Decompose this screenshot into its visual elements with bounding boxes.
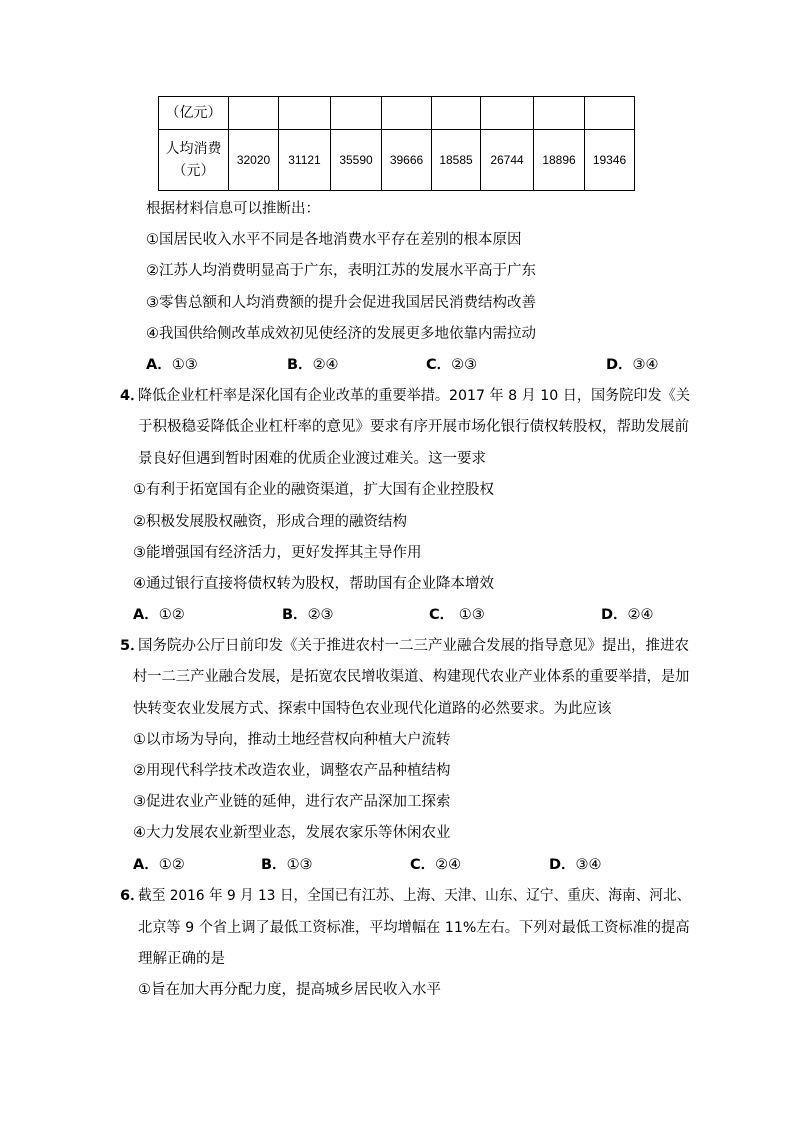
q5-item-4: ④大力发展农业新型业态，发展农家乐等休闲农业 [133,825,451,841]
table-row [159,97,635,130]
q3-option-a[interactable] [146,355,198,375]
option-text: ①③ [286,857,313,873]
q4-item-2: ②积极发展股权融资，形成合理的融资结构 [133,514,407,530]
q4-option-b[interactable] [282,605,334,625]
q5-option-c[interactable] [410,855,461,875]
q5-option-b[interactable] [261,855,313,875]
q5-stem-line-1: 国务院办公厅日前印发《关于推进农村一二三产业融合发展的指导意见》提出，推进农 [138,638,689,654]
option-letter: A． [133,857,159,873]
q4-item-1: ①有利于拓宽国有企业的融资渠道，扩大国有企业控股权 [133,482,494,498]
option-letter: C． [410,857,436,873]
table-cell: 18585 [432,130,481,191]
table-cell [382,97,432,130]
q5-stem-line-2: 村一二三产业融合发展，是拓宽农民增收渠道、构建现代农业产业体系的重要举措，是加 [133,669,690,685]
q3-item-1: ①国居民收入水平不同是各地消费水平存在差别的根本原因 [146,232,522,248]
q3-option-c[interactable] [426,355,477,375]
q3-option-d[interactable] [606,355,659,375]
q4-option-a[interactable] [133,605,185,625]
row-label-line-2: （元） [172,163,215,179]
table-cell [585,97,635,130]
table-cell: 18896 [534,130,585,191]
option-letter: D． [606,357,633,373]
table-cell [534,97,585,130]
option-letter: C． [426,357,452,373]
option-letter: A． [146,357,172,373]
q3-stem: 根据材料信息可以推断出： [146,201,320,217]
q4-stem-line-2: 于积极稳妥降低企业杠杆率的意见》要求有序开展市场化银行债权转股权，帮助发展前 [138,419,689,435]
option-letter: B． [282,607,308,623]
table-cell [331,97,382,130]
option-text: ②③ [451,357,478,373]
option-letter: D． [601,607,628,623]
option-letter: C． [429,607,455,623]
q5-option-d[interactable] [549,855,602,875]
q6-number: 6． [120,888,145,904]
option-text: ①② [158,857,185,873]
row-label-line-1: 人均消费 [165,141,222,157]
row-unit-label: （亿元） [159,97,229,130]
option-text: ②④ [312,357,339,373]
option-text: ①② [158,607,185,623]
table-row [159,130,635,191]
q5-number: 5． [120,638,145,654]
q4-stem-line-1: 降低企业杠杆率是深化国有企业改革的重要举措。2017 年 8 月 10 日，国务院印发《关 [138,388,690,404]
table-cell [229,97,279,130]
q3-option-b[interactable] [287,355,339,375]
option-letter: D． [549,857,576,873]
q4-option-d[interactable] [601,605,654,625]
option-text: ①③ [171,357,198,373]
option-text: ②③ [307,607,334,623]
q4-item-3: ③能增强国有经济活力，更好发挥其主导作用 [133,545,422,561]
q4-item-4: ④通过银行直接将债权转为股权，帮助国有企业降本增效 [133,576,494,592]
table-cell: 35590 [331,130,382,191]
table-cell [279,97,331,130]
q3-item-2: ②江苏人均消费明显高于广东，表明江苏的发展水平高于广东 [146,263,536,279]
table-cell: 31121 [279,130,331,191]
q6-stem-line-2: 北京等 9 个省上调了最低工资标准，平均增幅在 11%左右。下列对最低工资标准的提高 [138,920,690,936]
table-cell: 32020 [229,130,279,191]
q5-item-2: ②用现代科学技术改造农业，调整农产品种植结构 [133,763,451,779]
q5-item-1: ①以市场为导向，推动土地经营权向种植大户流转 [133,732,451,748]
q3-item-4: ④我国供给侧改革成效初见使经济的发展更多地依靠内需拉动 [146,326,536,342]
table-cell: 19346 [585,130,635,191]
q3-item-3: ③零售总额和人均消费额的提升会促进我国居民消费结构改善 [146,295,536,311]
row-label-per-capita [159,130,229,191]
option-letter: B． [261,857,287,873]
table-cell [481,97,534,130]
q5-stem-line-3: 快转变农业发展方式、探索中国特色农业现代化道路的必然要求。为此应该 [133,701,612,717]
option-letter: A． [133,607,159,623]
q6-stem-line-1: 截至 2016 年 9 月 13 日，全国已有江苏、上海、天津、山东、辽宁、重庆、海南、河北、 [138,888,691,904]
q5-option-a[interactable] [133,855,185,875]
q6-stem-line-3: 理解正确的是 [138,951,225,967]
option-letter: B． [287,357,313,373]
q4-option-c[interactable] [429,605,485,625]
option-text: ①③ [454,607,485,623]
table-cell: 26744 [481,130,534,191]
q4-stem-line-3: 景良好但遇到暂时困难的优质企业渡过难关。这一要求 [138,451,486,467]
option-text: ③④ [575,857,602,873]
table-cell: 39666 [382,130,432,191]
consumption-table [158,96,635,191]
option-text: ②④ [627,607,654,623]
q4-number: 4． [120,388,145,404]
option-text: ③④ [632,357,659,373]
q6-item-1: ①旨在加大再分配力度，提高城乡居民收入水平 [138,982,441,998]
table-cell [432,97,481,130]
option-text: ②④ [435,857,462,873]
q5-item-3: ③促进农业产业链的延伸，进行农产品深加工探索 [133,794,451,810]
